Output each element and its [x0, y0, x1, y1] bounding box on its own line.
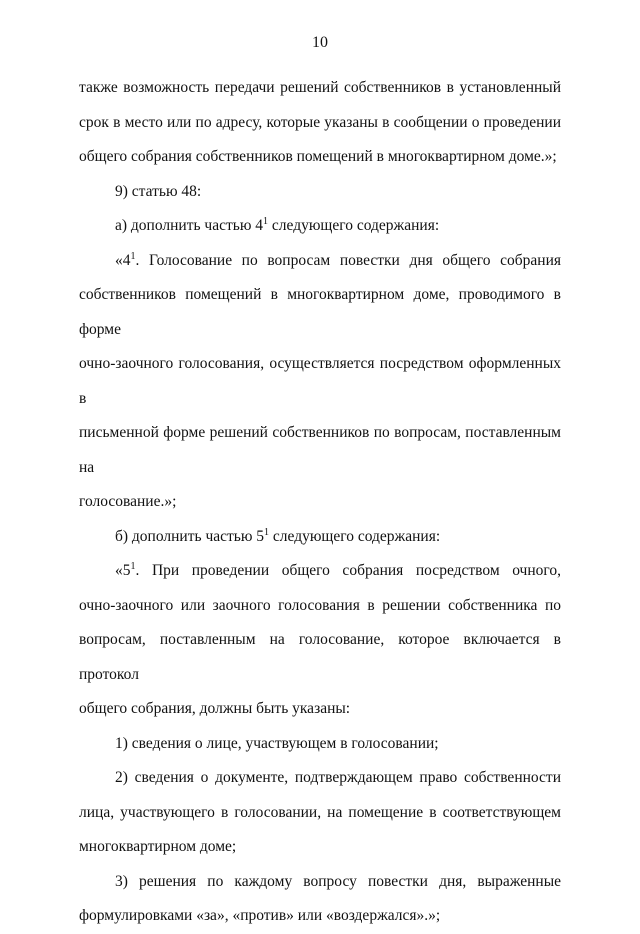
text-line: письменной форме решений собственников по вопросам, поставленным на [79, 424, 561, 476]
part-4-1-superscript: 1 [130, 250, 136, 262]
text-line: срок в место или по адресу, которые указаны в сообщении о проведении [79, 113, 561, 131]
part-4-1-prefix: «4 [115, 251, 131, 269]
text-line: очно-заочного голосования, осуществляется посредством оформленных в [79, 355, 561, 407]
item-b-text-after: следующего содержания: [269, 527, 441, 545]
item-b-text-before: б) дополнить частью 5 [115, 527, 265, 545]
paragraph-part-4-1 [79, 244, 561, 520]
paragraph-subitem-3 [79, 865, 561, 934]
part-4-1-first-line-text: . Голосование по вопросам повестки дня общего собрания [135, 251, 561, 269]
text-line: собственников помещений в многоквартирном доме, проводимого в форме [79, 286, 561, 338]
paragraph-subitem-2 [79, 761, 561, 865]
text-line: также возможность передачи решений собственников в установленный [79, 79, 561, 96]
part-5-1-superscript: 1 [130, 561, 136, 572]
text-line: голосование.»; [79, 493, 177, 510]
text-line: формулировками «за», «против» или «воздержался».»; [79, 907, 441, 924]
document-body [79, 71, 561, 934]
text-line: вопросам, поставленным на голосование, которое включается в протокол [79, 631, 561, 683]
page-number: 10 [312, 34, 328, 51]
text-line: многоквартирном доме; [79, 838, 237, 855]
text-line [79, 244, 561, 279]
text-line: общего собрания собственников помещений в многоквартирном доме.»; [79, 148, 557, 165]
paragraph-continuation [79, 71, 561, 175]
paragraph-article-48: 9) статью 48: [115, 182, 202, 200]
paragraph-part-5-1 [79, 554, 561, 727]
text-line: лица, участвующего в голосовании, на помещение в соответствующем [79, 803, 561, 821]
text-line: общего собрания, должны быть указаны: [79, 700, 351, 717]
part-5-1-prefix: «5 [115, 562, 131, 579]
text-line: очно-заочного или заочного голосования в решении собственника по [79, 596, 561, 614]
item-b-superscript: 1 [264, 526, 270, 538]
item-a-text-after: следующего содержания: [268, 217, 440, 234]
item-a-text-before: а) дополнить частью 4 [115, 217, 264, 234]
paragraph-item-a [79, 209, 561, 244]
text-line: 2) сведения о документе, подтверждающем право собственности [115, 769, 561, 786]
text-line [79, 554, 561, 589]
paragraph-item-b [79, 520, 561, 555]
item-a-superscript: 1 [263, 216, 269, 227]
part-5-1-first-line-text: . При проведении общего собрания посредством очного, [135, 562, 561, 579]
text-line: 3) решения по каждому вопросу повестки дня, выраженные [115, 872, 561, 890]
paragraph-subitem-1: 1) сведения о лице, участвующем в голосовании; [115, 734, 439, 752]
